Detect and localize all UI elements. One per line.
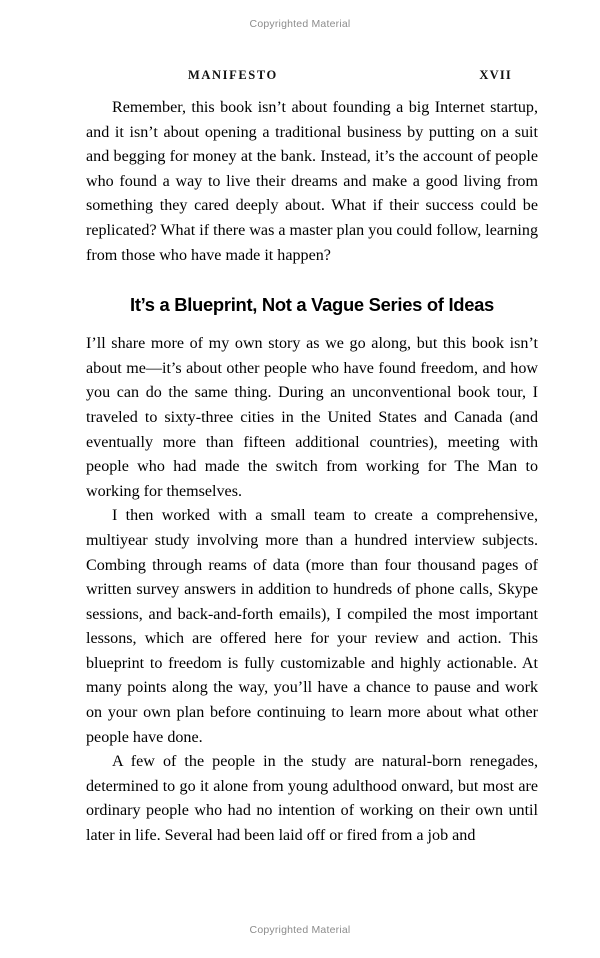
section-heading: It’s a Blueprint, Not a Vague Series of Ideas (130, 294, 494, 316)
paragraph: Remember, this book isn’t about founding a big Internet startup, and it isn’t about opening a traditional business by putting on a suit and begging for money at the bank. Instead, it’s the account of people who found a way to live their dreams and make a good living from something they cared deeply about. What if their success could be replicated? What if there was a master plan you could follow, learning from those who have made it happen? (86, 99, 538, 264)
page-number: XVII (479, 68, 512, 82)
copyright-watermark-bottom: Copyrighted Material (249, 924, 351, 936)
paragraph: I then worked with a small team to create a comprehensive, multiyear study involving more than a hundred interview subjects. Combing through reams of data (more than four thousand pages of written survey answers in addition to hundreds of phone calls, Skype sessions, and back-and-forth emails), I compiled the most important lessons, which are offered here for your review and action. This blueprint to freedom is fully customizable and highly actionable. At many points along the way, you’ll have a chance to pause and work on your own plan before continuing to learn more about what other people have done. (86, 507, 538, 746)
copyright-watermark-top: Copyrighted Material (249, 18, 351, 30)
paragraph: A few of the people in the study are natural-born renegades, determined to go it alone from young adulthood onward, but most are ordinary people who had no intention of working on their own until later in life. Several had been laid off or fired from a job and (86, 753, 538, 845)
running-head (88, 68, 512, 83)
page-content (86, 96, 538, 849)
running-head-chapter: MANIFESTO (188, 68, 278, 82)
paragraph: I’ll share more of my own story as we go along, but this book isn’t about me—it’s about other people who have found freedom, and how you can do the same thing. During an unconventional book tour, I traveled to sixty-three cities in the United States and Canada (and eventually more than fifteen additional countries), meeting with people who had made the switch from working for The Man to working for themselves. (86, 335, 538, 500)
